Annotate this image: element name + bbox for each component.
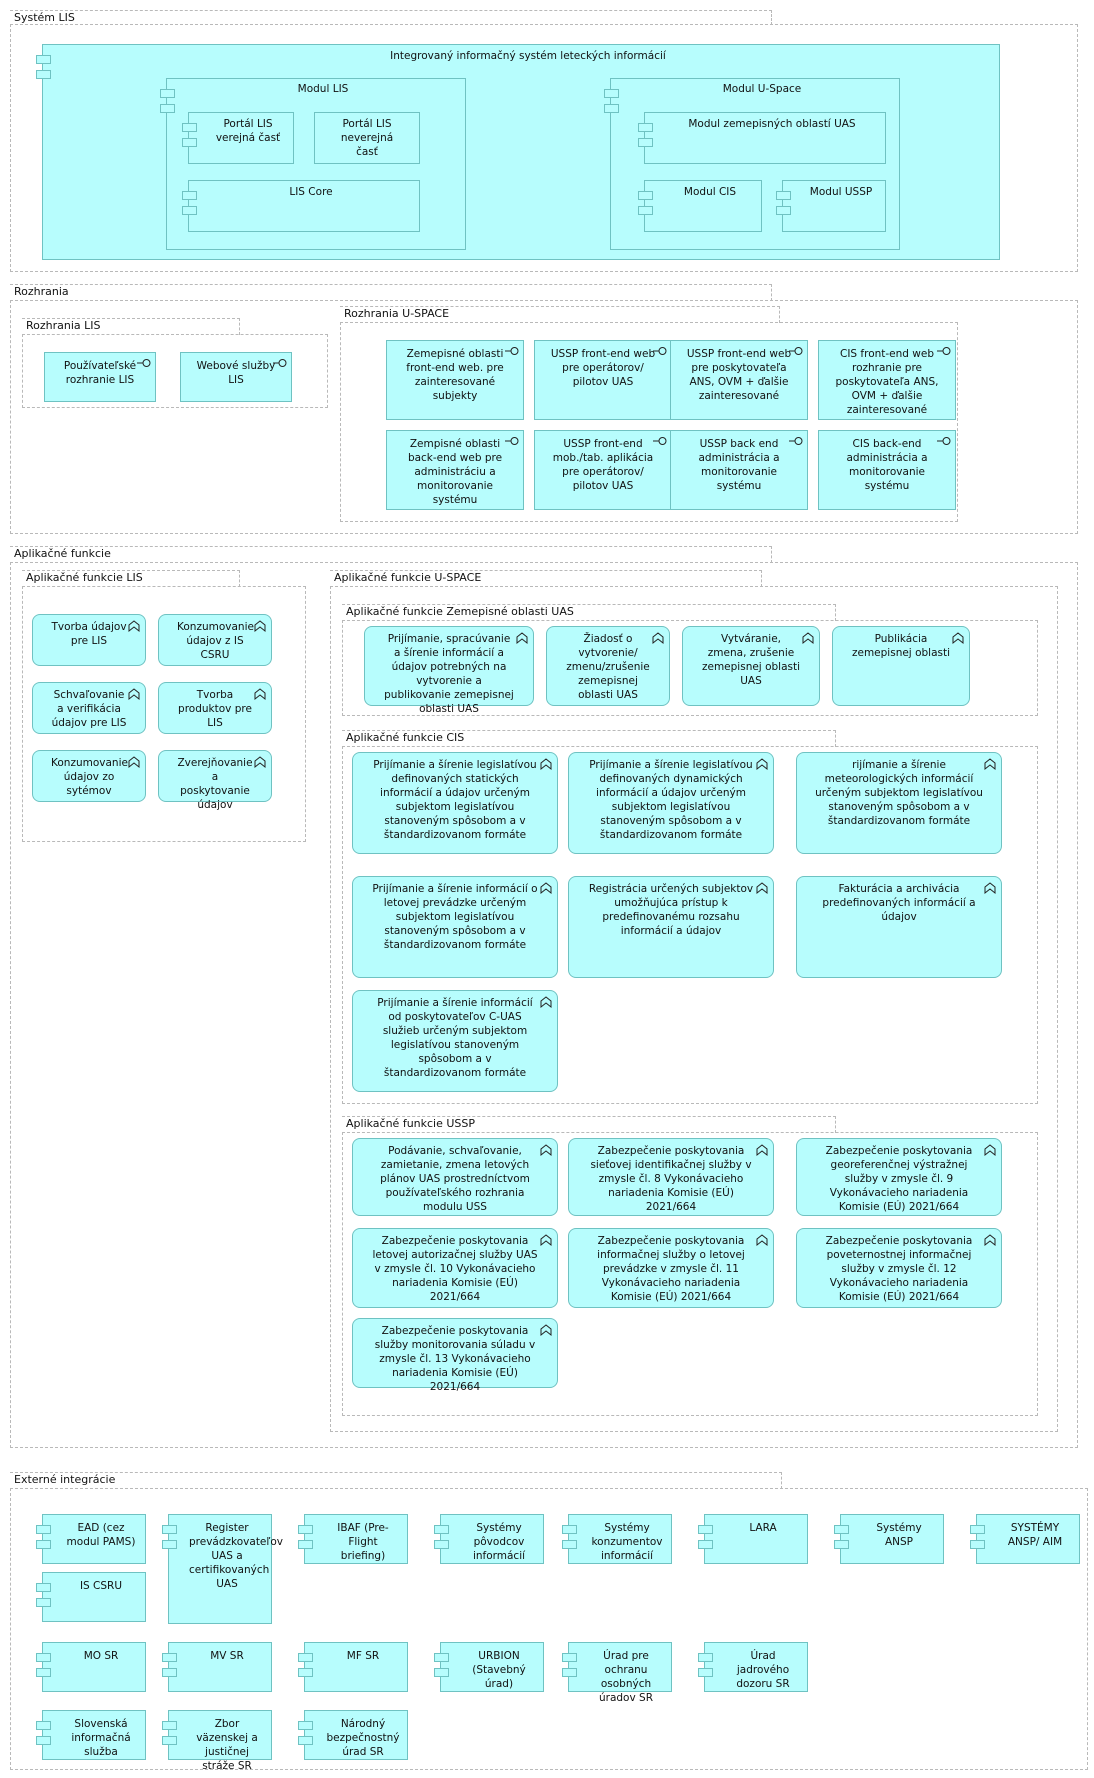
function-icon — [756, 882, 768, 894]
ext-uoou-label: Úrad pre ochranu osobných úradov SR — [598, 1650, 653, 1704]
fn-ussp-4[interactable] — [352, 1228, 558, 1308]
ext-urbion-label: URBION (Stavebný úrad) — [472, 1650, 526, 1690]
modul-geo-uas[interactable] — [644, 112, 886, 164]
fn-ussp-4-label: Zabezpečenie poskytovania letovej autorizačnej služby UAS v zmysle čl. 10 Vykonávacieho nariadenia Komisie (EÚ) 2021/664 — [372, 1235, 538, 1303]
portal-lis-private[interactable] — [314, 112, 420, 164]
fn-cis-7-label: Prijímanie a šírenie informácií od poskytovateľov C-UAS služieb určeným subjektom legislatívou stanoveným spôsobom a v štandardizovanom formáte — [377, 997, 533, 1079]
modul-ussp-label: Modul USSP — [809, 186, 873, 198]
modul-cis[interactable] — [644, 180, 762, 232]
fn-lis-4[interactable] — [158, 682, 272, 734]
iface-uspace-8-label: CIS back-end administrácia a monitorovanie systému — [846, 438, 928, 492]
iface-uspace-6-label: USSP front-end mob./tab. aplikácia pre operátorov/ pilotov UAS — [552, 438, 654, 492]
function-icon — [128, 688, 140, 700]
fn-cis-1[interactable] — [352, 752, 558, 854]
ext-ansp-label: Systémy ANSP — [876, 1522, 922, 1548]
group-fn-lis-label: Aplikačné funkcie LIS — [26, 571, 143, 584]
fn-cis-2-label: Prijímanie a šírenie legislatívou definovaných dynamických informácií a údajov určeným subjektom legislatívou stanoveným spôsobom a v štandardizovanom formáte — [589, 759, 753, 841]
iface-uspace-5[interactable] — [386, 430, 524, 510]
ext-nbu-label: Národný bezpečnostný úrad SR — [326, 1718, 400, 1758]
ext-register-label: Register prevádzkovateľov UAS a certifikovaných UAS — [189, 1522, 283, 1590]
ext-ujd[interactable] — [704, 1642, 808, 1692]
interface-icon — [505, 346, 519, 356]
fn-geo-3[interactable] — [682, 626, 820, 706]
ext-mo-sr[interactable] — [42, 1642, 146, 1692]
function-icon — [254, 620, 266, 632]
fn-geo-3-label: Vytváranie, zmena, zrušenie zemepisnej oblasti UAS — [701, 633, 801, 687]
portal-lis-public[interactable] — [188, 112, 294, 164]
ext-ansp-aim-label: SYSTÉMY ANSP/ AIM — [1007, 1522, 1063, 1548]
ext-mf-sr[interactable] — [304, 1642, 408, 1692]
function-icon — [984, 1144, 996, 1156]
ext-povodcov[interactable] — [440, 1514, 544, 1564]
fn-lis-3[interactable] — [32, 682, 146, 734]
group-rozhrania-tab — [10, 284, 772, 301]
function-icon — [540, 996, 552, 1008]
ext-sis[interactable] — [42, 1710, 146, 1760]
lis-core[interactable] — [188, 180, 420, 232]
interface-icon — [505, 436, 519, 446]
group-fn-uspace-label: Aplikačné funkcie U-SPACE — [334, 571, 482, 584]
ext-lara[interactable] — [704, 1514, 808, 1564]
function-icon — [540, 1144, 552, 1156]
fn-cis-2[interactable] — [568, 752, 774, 854]
iface-uspace-1-label: Zemepisné oblasti front-end web. pre zainteresované subjekty — [406, 348, 504, 402]
fn-cis-7[interactable] — [352, 990, 558, 1092]
interface-icon — [137, 358, 151, 368]
ext-mv-sr-label: MV SR — [210, 1650, 244, 1662]
ext-zvjs[interactable] — [168, 1710, 272, 1772]
ext-konzumentov-label: Systémy konzumentov informácií — [591, 1522, 663, 1562]
interface-icon — [937, 436, 951, 446]
iface-uspace-5-label: Zempisné oblasti back-end web pre administráciu a monitorovanie systému — [407, 438, 503, 506]
iface-uspace-2-label: USSP front-end web pre operátorov/ pilotov UAS — [550, 348, 656, 388]
iface-lis-user[interactable] — [44, 352, 156, 402]
function-icon — [756, 758, 768, 770]
fn-cis-4-label: Prijímanie a šírenie informácií o letovej prevádzke určeným subjektom legislatívou stanoveným spôsobom a v štandardizovanom formáte — [372, 883, 538, 951]
fn-ussp-5[interactable] — [568, 1228, 774, 1308]
ext-ead-label: EAD (cez modul PAMS) — [66, 1522, 136, 1548]
ext-ansp[interactable] — [840, 1514, 944, 1564]
group-aplikacne-label: Aplikačné funkcie — [14, 547, 111, 560]
fn-cis-3[interactable] — [796, 752, 1002, 854]
modul-lis-label: Modul LIS — [297, 83, 349, 95]
ext-mv-sr[interactable] — [168, 1642, 272, 1692]
ext-mf-sr-label: MF SR — [346, 1650, 380, 1662]
fn-lis-1[interactable] — [32, 614, 146, 666]
group-rozhrania-lis-label: Rozhrania LIS — [26, 319, 101, 332]
group-fn-ussp-label: Aplikačné funkcie USSP — [346, 1117, 476, 1130]
fn-lis-5[interactable] — [32, 750, 146, 802]
group-fn-geo-label: Aplikačné funkcie Zemepisné oblasti UAS — [346, 605, 574, 618]
function-icon — [984, 882, 996, 894]
iface-uspace-7[interactable] — [670, 430, 808, 510]
function-icon — [128, 620, 140, 632]
integrated-system-title: Integrovaný informačný systém leteckých informácií — [390, 50, 666, 62]
fn-geo-1[interactable] — [364, 626, 534, 715]
group-system-lis-tab — [10, 10, 772, 25]
iface-uspace-4-label: CIS front-end web rozhranie pre poskytovateľa ANS, OVM + ďalšie zainteresované — [835, 348, 939, 416]
ext-urbion[interactable] — [440, 1642, 544, 1692]
iface-uspace-1[interactable] — [386, 340, 524, 420]
fn-cis-6[interactable] — [796, 876, 1002, 978]
group-externe-label: Externé integrácie — [14, 1473, 116, 1486]
ext-zvjs-label: Zbor väzenskej a justičnej stráže SR — [196, 1718, 258, 1772]
iface-uspace-3-label: USSP front-end web pre poskytovateľa ANS, OVM + ďalšie zainteresované — [686, 348, 792, 402]
iface-uspace-2[interactable] — [534, 340, 672, 420]
group-rozhrania-uspace-label: Rozhrania U-SPACE — [344, 307, 450, 320]
fn-ussp-1-label: Podávanie, schvaľovanie, zamietanie, zmena letových plánov UAS prostredníctvom používateľského rozhrania modulu USS — [380, 1145, 530, 1213]
function-icon — [652, 632, 664, 644]
ext-mo-sr-label: MO SR — [83, 1650, 119, 1662]
ext-is-csru-label: IS CSRU — [79, 1580, 123, 1592]
interface-icon — [789, 436, 803, 446]
iface-lis-user-label: Používateľské rozhranie LIS — [63, 360, 137, 386]
fn-cis-1-label: Prijímanie a šírenie legislatívou definovaných statických informácií a údajov určeným subjektom legislatívou stanoveným spôsobom a v štandardizovanom formáte — [373, 759, 537, 841]
fn-ussp-3-label: Zabezpečenie poskytovania georeferenčnej výstražnej služby v zmysle čl. 9 Vykonávacieho nariadenia Komisie (EÚ) 2021/664 — [825, 1145, 973, 1213]
ext-konzumentov[interactable] — [568, 1514, 672, 1564]
iface-uspace-7-label: USSP back end administrácia a monitorovanie systému — [698, 438, 780, 492]
group-fn-cis-label: Aplikačné funkcie CIS — [346, 731, 465, 744]
function-icon — [128, 756, 140, 768]
fn-ussp-2[interactable] — [568, 1138, 774, 1216]
modul-geo-uas-label: Modul zemepisných oblastí UAS — [688, 118, 856, 130]
fn-ussp-1[interactable] — [352, 1138, 558, 1216]
function-icon — [756, 1144, 768, 1156]
fn-lis-6[interactable] — [158, 750, 272, 811]
fn-geo-4-label: Publikácia zemepisnej oblasti — [851, 633, 951, 659]
iface-uspace-6[interactable] — [534, 430, 672, 510]
fn-ussp-7[interactable] — [352, 1318, 558, 1393]
group-system-lis-label: Systém LIS — [14, 11, 75, 24]
interface-icon — [273, 358, 287, 368]
interface-icon — [653, 346, 667, 356]
fn-ussp-5-label: Zabezpečenie poskytovania informačnej služby o letovej prevádzke v zmysle čl. 11 Vykonávacieho nariadenia Komisie (EÚ) 2021/664 — [597, 1235, 745, 1303]
fn-lis-1-label: Tvorba údajov pre LIS — [51, 621, 127, 647]
group-externe-tab — [10, 1472, 782, 1489]
fn-lis-2-label: Konzumovanie údajov z IS CSRU — [177, 621, 254, 661]
modul-cis-label: Modul CIS — [683, 186, 737, 198]
fn-ussp-6-label: Zabezpečenie poskytovania poveternostnej informačnej služby v zmysle čl. 12 Vykonávacieho nariadenia Komisie (EÚ) 2021/664 — [825, 1235, 973, 1303]
interface-icon — [789, 346, 803, 356]
fn-cis-4[interactable] — [352, 876, 558, 978]
function-icon — [756, 1234, 768, 1246]
lis-core-label: LIS Core — [289, 186, 333, 198]
iface-uspace-3[interactable] — [670, 340, 808, 420]
group-aplikacne-tab — [10, 546, 772, 563]
ext-is-csru[interactable] — [42, 1572, 146, 1622]
function-icon — [952, 632, 964, 644]
function-icon — [802, 632, 814, 644]
iface-uspace-8[interactable] — [818, 430, 956, 510]
fn-cis-3-label: rijímanie a šírenie meteorologických informácií určeným subjektom legislatívou stanoveným spôsobom a v štandardizovanom formáte — [815, 759, 983, 827]
iface-uspace-4[interactable] — [818, 340, 956, 420]
ext-ansp-aim[interactable] — [976, 1514, 1080, 1564]
modul-uspace-label: Modul U-Space — [722, 83, 802, 95]
ext-povodcov-label: Systémy pôvodcov informácií — [472, 1522, 526, 1562]
fn-lis-6-label: Zverejňovanie a poskytovanie údajov — [177, 757, 253, 811]
ext-ujd-label: Úrad jadrového dozoru SR — [736, 1650, 790, 1690]
fn-cis-6-label: Fakturácia a archivácia predefinovaných informácií a údajov — [822, 883, 976, 923]
function-icon — [984, 1234, 996, 1246]
modul-ussp[interactable] — [782, 180, 886, 232]
portal-lis-public-label: Portál LIS verejná časť — [215, 118, 281, 144]
function-icon — [254, 688, 266, 700]
portal-lis-private-label: Portál LIS neverejná časť — [340, 118, 394, 158]
fn-ussp-2-label: Zabezpečenie poskytovania sieťovej identifikačnej služby v zmysle čl. 8 Vykonávacieho nariadenia Komisie (EÚ) 2021/664 — [590, 1145, 752, 1213]
function-icon — [984, 758, 996, 770]
ext-ibaf-label: IBAF (Pre-Flight briefing) — [337, 1522, 389, 1562]
fn-lis-4-label: Tvorba produktov pre LIS — [178, 689, 252, 729]
group-rozhrania-label: Rozhrania — [14, 285, 69, 298]
interface-icon — [937, 346, 951, 356]
ext-ead[interactable] — [42, 1514, 146, 1564]
iface-lis-web-label: Webové služby LIS — [196, 360, 276, 386]
fn-cis-5[interactable] — [568, 876, 774, 978]
function-icon — [540, 758, 552, 770]
ext-nbu[interactable] — [304, 1710, 408, 1760]
function-icon — [516, 632, 528, 644]
fn-geo-4[interactable] — [832, 626, 970, 706]
fn-ussp-3[interactable] — [796, 1138, 1002, 1216]
fn-cis-5-label: Registrácia určených subjektov umožňujúca prístup k predefinovanému rozsahu informácií a údajov — [588, 883, 754, 937]
fn-lis-2[interactable] — [158, 614, 272, 666]
fn-geo-1-label: Prijímanie, spracúvanie a šírenie informácií a údajov potrebných na vytvorenie a publikovanie zemepisnej oblasti UAS — [384, 633, 514, 715]
function-icon — [540, 1234, 552, 1246]
fn-geo-2-label: Žiadosť o vytvorenie/ zmenu/zrušenie zemepisnej oblasti UAS — [566, 633, 650, 701]
ext-register[interactable] — [168, 1514, 283, 1624]
iface-lis-web[interactable] — [180, 352, 292, 402]
fn-ussp-7-label: Zabezpečenie poskytovania služby monitorovania súladu v zmysle čl. 13 Vykonávacieho nariadenia Komisie (EÚ) 2021/664 — [374, 1325, 536, 1393]
fn-lis-5-label: Konzumovanie údajov zo sytémov — [51, 757, 128, 797]
ext-ibaf[interactable] — [304, 1514, 408, 1564]
fn-geo-2[interactable] — [546, 626, 670, 706]
function-icon — [540, 882, 552, 894]
fn-lis-3-label: Schvaľovanie a verifikácia údajov pre LIS — [51, 689, 127, 729]
ext-lara-label: LARA — [749, 1522, 777, 1534]
function-icon — [254, 756, 266, 768]
ext-uoou[interactable] — [568, 1642, 672, 1704]
fn-ussp-6[interactable] — [796, 1228, 1002, 1308]
interface-icon — [653, 436, 667, 446]
function-icon — [540, 1324, 552, 1336]
ext-sis-label: Slovenská informačná služba — [71, 1718, 131, 1758]
